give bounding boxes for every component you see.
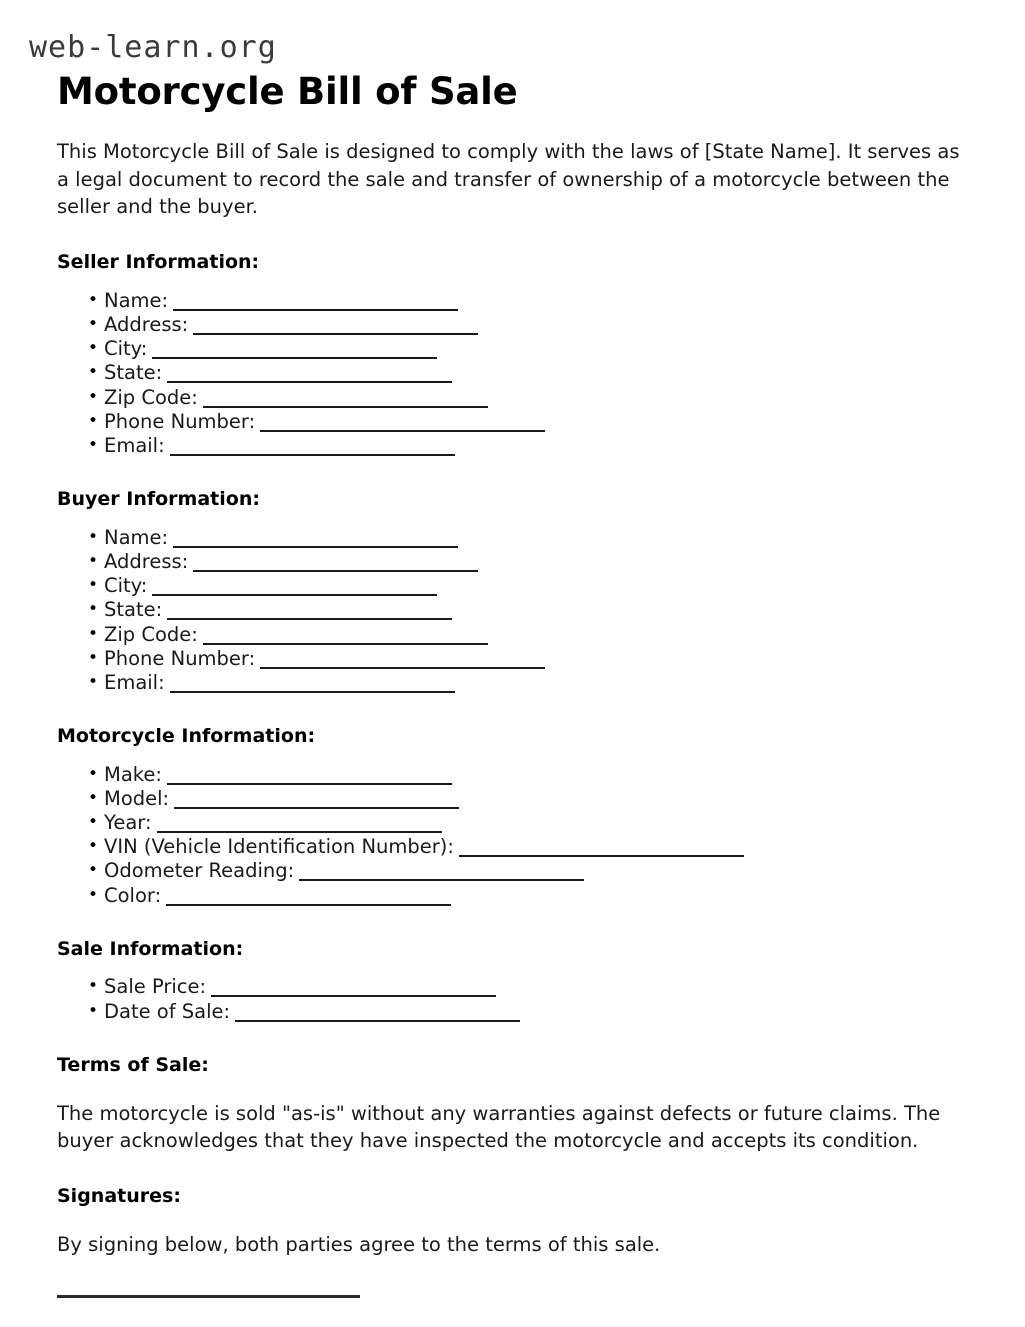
field-label: State: <box>104 598 163 622</box>
list-item <box>88 647 969 671</box>
fill-in-blank[interactable] <box>459 855 744 857</box>
fill-in-blank[interactable] <box>173 546 458 548</box>
field-label: Address: <box>104 313 189 337</box>
signatures-text: By signing below, both parties agree to the terms of this sale. <box>57 1232 661 1256</box>
field-label: City: <box>104 337 148 361</box>
field-label: VIN (Vehicle Identification Number): <box>104 835 454 859</box>
fill-in-blank[interactable] <box>166 904 451 906</box>
field-label: Name: <box>104 525 169 549</box>
list-item <box>88 671 969 695</box>
list-item <box>88 811 969 835</box>
field-label: Odometer Reading: <box>104 859 295 883</box>
field-label: Date of Sale: <box>104 999 231 1023</box>
list-item <box>88 1000 969 1024</box>
list-item <box>88 763 969 787</box>
field-label: Zip Code: <box>104 385 198 409</box>
seller-information-heading: Seller Information: <box>57 251 260 274</box>
sale-information-list <box>57 975 969 1023</box>
list-item <box>88 361 969 385</box>
fill-in-blank[interactable] <box>174 807 459 809</box>
list-item <box>88 975 969 999</box>
list-item <box>88 289 969 313</box>
intro-paragraph: This Motorcycle Bill of Sale is designed to comply with the laws of [State Name]. It serves as a legal document to record the sale and transfer of ownership of a motorcycle between the seller and the buyer. <box>57 139 960 219</box>
field-label: Model: <box>104 786 170 810</box>
fill-in-blank[interactable] <box>167 618 452 620</box>
fill-in-blank[interactable] <box>193 570 478 572</box>
fill-in-blank[interactable] <box>170 691 455 693</box>
field-label: State: <box>104 361 163 385</box>
fill-in-blank[interactable] <box>152 594 437 596</box>
buyer-information-heading: Buyer Information: <box>57 488 260 511</box>
page-title: Motorcycle Bill of Sale <box>57 70 518 113</box>
list-item <box>88 835 969 859</box>
signatures-heading: Signatures: <box>57 1185 181 1208</box>
terms-of-sale-text: The motorcycle is sold "as-is" without any warranties against defects or future claims. The buyer acknowledges that they have inspected the motorcycle and accepts its condition. <box>57 1101 941 1153</box>
fill-in-blank[interactable] <box>203 643 488 645</box>
fill-in-blank[interactable] <box>167 381 452 383</box>
fill-in-blank[interactable] <box>260 430 545 432</box>
fill-in-blank[interactable] <box>235 1020 520 1022</box>
seller-information-list <box>57 289 969 458</box>
fill-in-blank[interactable] <box>211 995 496 997</box>
list-item <box>88 337 969 361</box>
list-item <box>88 434 969 458</box>
field-label: Year: <box>104 811 152 835</box>
field-label: Email: <box>104 434 165 457</box>
field-label: Email: <box>104 670 165 694</box>
list-item <box>88 884 969 908</box>
motorcycle-information-heading: Motorcycle Information: <box>57 725 316 748</box>
list-item <box>88 787 969 811</box>
fill-in-blank[interactable] <box>170 454 455 456</box>
field-label: Phone Number: <box>104 646 256 670</box>
list-item <box>88 550 969 574</box>
sale-information-heading: Sale Information: <box>57 937 244 960</box>
fill-in-blank[interactable] <box>173 309 458 311</box>
field-label: Zip Code: <box>104 622 198 646</box>
fill-in-blank[interactable] <box>260 667 545 669</box>
field-label: Address: <box>104 550 189 574</box>
signature-line[interactable] <box>57 1295 360 1298</box>
list-item <box>88 859 969 883</box>
site-brand: web-learn.org <box>29 30 277 65</box>
terms-of-sale-heading: Terms of Sale: <box>57 1053 209 1076</box>
fill-in-blank[interactable] <box>157 831 442 833</box>
field-label: Make: <box>104 762 162 786</box>
motorcycle-information-list <box>57 763 969 908</box>
list-item <box>88 410 969 434</box>
field-label: Sale Price: <box>104 975 207 999</box>
field-label: Name: <box>104 288 169 312</box>
list-item <box>88 313 969 337</box>
list-item <box>88 623 969 647</box>
fill-in-blank[interactable] <box>167 783 452 785</box>
list-item <box>88 386 969 410</box>
buyer-information-list <box>57 526 969 695</box>
fill-in-blank[interactable] <box>193 333 478 335</box>
document-content <box>57 70 969 1298</box>
fill-in-blank[interactable] <box>299 879 584 881</box>
fill-in-blank[interactable] <box>152 357 437 359</box>
list-item <box>88 598 969 622</box>
field-label: Color: <box>104 883 162 907</box>
fill-in-blank[interactable] <box>203 406 488 408</box>
field-label: City: <box>104 574 148 598</box>
list-item <box>88 526 969 550</box>
list-item <box>88 574 969 598</box>
field-label: Phone Number: <box>104 409 256 433</box>
